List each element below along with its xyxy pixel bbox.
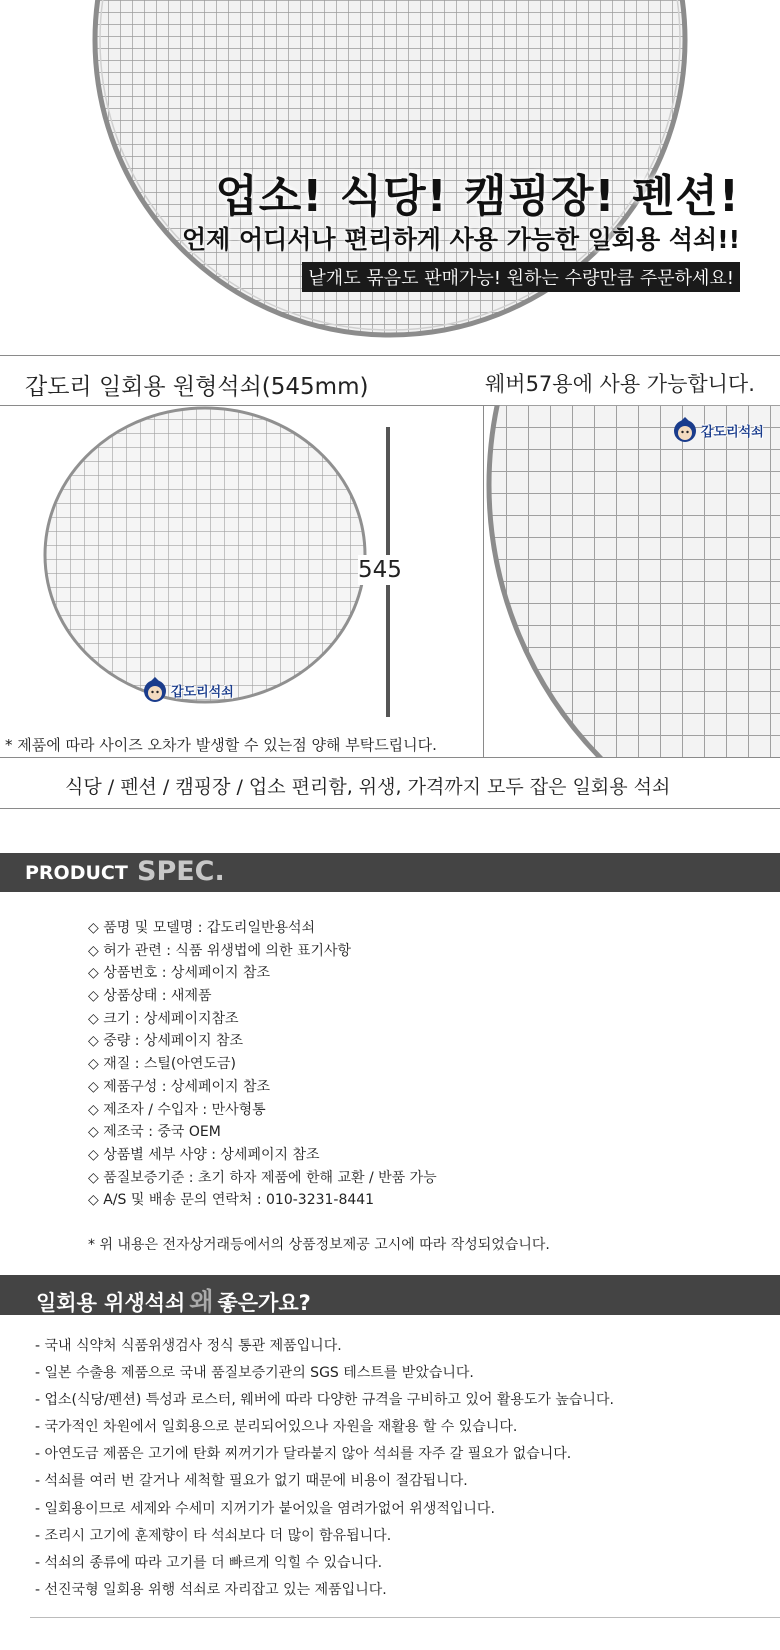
divider-line	[0, 757, 780, 758]
spec-footnote: * 위 내용은 전자상거래등에서의 상품정보제공 고시에 따라 작성되었습니다.	[88, 1237, 550, 1253]
product-image-closeup	[484, 405, 780, 757]
why-title-accent: 왜	[189, 1287, 214, 1316]
spec-list	[88, 917, 437, 1212]
spec-section-header	[0, 853, 780, 892]
spec-title-spec: SPEC.	[137, 856, 225, 887]
compatibility-note: 웨버57용에 사용 가능합니다.	[485, 372, 755, 396]
hero-subheadline: 언제 어디서나 편리하게 사용 가능한 일회용 석쇠!!	[181, 225, 740, 254]
spec-item: ◇ 제품구성 : 상세페이지 참조	[88, 1078, 271, 1095]
benefit-item: - 아연도금 제품은 고기에 탄화 찌꺼기가 달라붙지 않아 석쇠를 자주 갈 필요가 없습니다.	[35, 1446, 572, 1463]
divider-line	[0, 355, 780, 356]
spec-item: ◇ 크기 : 상세페이지참조	[88, 1010, 239, 1027]
benefits-list	[35, 1333, 614, 1604]
size-tolerance-note: * 제품에 따라 사이즈 오차가 발생할 수 있는점 양해 부탁드립니다.	[5, 736, 437, 754]
why-section-header	[0, 1275, 780, 1315]
divider-line	[30, 1617, 780, 1618]
benefit-item: - 국내 식약처 식품위생검사 정식 통관 제품입니다.	[35, 1338, 342, 1354]
mascot-icon	[672, 417, 698, 443]
product-name: 갑도리 일회용 원형석쇠(545mm)	[25, 374, 369, 400]
spec-item: ◇ 제조자 / 수입자 : 만사형통	[88, 1101, 266, 1118]
benefit-item: - 일회용이므로 세제와 수세미 지꺼기가 붙어있을 염려가없어 위생적입니다.	[35, 1500, 495, 1517]
benefit-item: - 업소(식당/펜션) 특성과 로스터, 웨버에 따라 다양한 규격을 구비하고 있어 활용도가 높습니다.	[35, 1392, 614, 1409]
spec-item: ◇ 재질 : 스틸(아연도금)	[88, 1056, 236, 1073]
dimension-label: 545	[358, 557, 402, 583]
why-title	[36, 1282, 311, 1318]
brand-logo	[672, 417, 764, 443]
benefit-item: - 조리시 고기에 훈제향이 타 석쇠보다 더 많이 함유됩니다.	[35, 1527, 392, 1544]
spec-item: ◇ 품명 및 모델명 : 갑도리일반용석쇠	[88, 920, 316, 936]
spec-item: ◇ 허가 관련 : 식품 위생법에 의한 표기사항	[88, 942, 352, 959]
spec-item: ◇ 상품별 세부 사양 : 상세페이지 참조	[88, 1146, 320, 1163]
why-title-post: 좋은가요?	[217, 1291, 311, 1315]
hero-banner: 낱개도 묶음도 판매가능! 원하는 수량만큼 주문하세요!	[302, 262, 740, 292]
benefit-item: - 석쇠를 여러 번 갈거나 세척할 필요가 없기 때문에 비용이 절감됩니다.	[35, 1473, 468, 1490]
spec-item: ◇ 제조국 : 중국 OEM	[88, 1124, 221, 1141]
spec-item: ◇ 중량 : 상세페이지 참조	[88, 1033, 243, 1050]
brand-logo	[142, 677, 234, 703]
spec-item: ◇ A/S 및 배송 문의 연락처 : 010-3231-8441	[88, 1192, 375, 1209]
brand-logo-text: 갑도리석쇠	[701, 424, 764, 440]
spec-title-product: PRODUCT	[25, 862, 128, 884]
divider-line	[0, 808, 780, 809]
spec-item: ◇ 상품번호 : 상세페이지 참조	[88, 965, 271, 982]
usage-tagline: 식당 / 펜션 / 캠핑장 / 업소 편리함, 위생, 가격까지 모두 잡은 일회용 석쇠	[65, 776, 671, 798]
benefit-item: - 선진국형 일회용 위행 석쇠로 자리잡고 있는 제품입니다.	[35, 1581, 387, 1598]
benefit-item: - 일본 수출용 제품으로 국내 품질보증기관의 SGS 테스트를 받았습니다.	[35, 1365, 474, 1382]
brand-logo-text: 갑도리석쇠	[171, 684, 234, 700]
why-title-pre: 일회용 위생석쇠	[36, 1291, 186, 1315]
benefit-item: - 국가적인 차원에서 일회용으로 분리되어있으나 자원을 재활용 할 수 있습니다.	[35, 1419, 518, 1436]
spec-item: ◇ 품질보증기준 : 초기 하자 제품에 한해 교환 / 반품 가능	[88, 1169, 437, 1186]
hero-section	[0, 0, 780, 345]
spec-item: ◇ 상품상태 : 새제품	[88, 988, 212, 1005]
benefit-item: - 석쇠의 종류에 따라 고기를 더 빠르게 익힐 수 있습니다.	[35, 1554, 383, 1571]
mascot-icon	[142, 677, 168, 703]
hero-headline: 업소! 식당! 캠핑장! 펜션!	[215, 171, 740, 222]
product-image-full	[0, 405, 483, 757]
